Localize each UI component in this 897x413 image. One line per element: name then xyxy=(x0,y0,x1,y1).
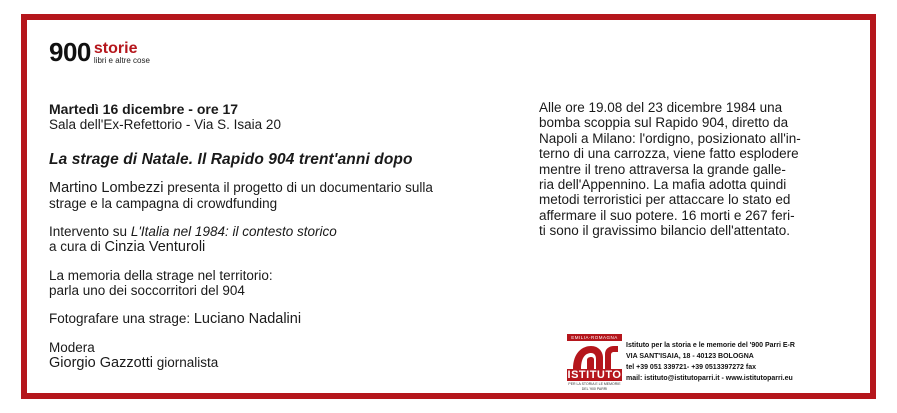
istituto-mark-icon xyxy=(569,342,620,370)
program-text: parla uno dei soccorritori del 904 xyxy=(49,283,245,298)
program-item-5 xyxy=(49,340,489,371)
logo-900storie xyxy=(49,39,150,65)
istituto-logo xyxy=(567,334,622,391)
moderator-label: Modera xyxy=(49,340,95,355)
invitation-card xyxy=(21,14,876,399)
event-details xyxy=(49,102,489,371)
logo-number: 900 xyxy=(49,37,91,67)
program-text: Intervento su xyxy=(49,224,131,239)
program-text: Fotografare una strage: xyxy=(49,311,194,326)
description-line: mentre il treno attraversa la grande galle- xyxy=(539,161,786,177)
description-line: metodi terroristici per attaccare lo stato ed xyxy=(539,192,791,208)
speaker-name: Martino Lombezzi xyxy=(49,180,164,196)
logo-word: storie xyxy=(93,40,138,57)
program-text: strage e la campagna di crowdfunding xyxy=(49,196,278,211)
logo-tagline: PER LA STORIA E LE MEMORIE DEL '900 PARRI xyxy=(568,382,621,391)
logo-subtitle: libri e altre cose xyxy=(93,56,150,65)
logo-band-text: EMILIA-ROMAGNA xyxy=(567,334,622,341)
description-line: Alle ore 19.08 del 23 dicembre 1984 una xyxy=(539,100,783,115)
institute-name: Istituto per la storia e le memorie del '900 Parri E-R xyxy=(626,342,795,349)
description-line: terno di una carrozza, viene fatto esplodere xyxy=(539,146,799,162)
description-line: affermare il suo potere. 16 morti e 267 feri- xyxy=(539,207,795,223)
speaker-name: Cinzia Venturoli xyxy=(104,239,206,255)
program-item-4 xyxy=(49,311,489,327)
moderator-role: giornalista xyxy=(152,355,219,370)
institute-mail-web: mail: istituto@istitutoparri.it - www.istitutoparri.eu xyxy=(626,375,793,382)
program-text: presenta il progetto di un documentario sulla xyxy=(163,180,433,195)
event-venue: Sala dell'Ex-Refettorio - Via S. Isaia 20 xyxy=(49,117,281,132)
description-line: ria dell'Appennino. La mafia adotta quindi xyxy=(539,177,787,193)
moderator-name: Giorgio Gazzotti xyxy=(49,355,153,371)
program-text: a cura di xyxy=(49,239,105,254)
logo-word-istituto: ISTITUTO xyxy=(567,369,622,381)
institute-contact xyxy=(626,340,795,384)
program-item-2 xyxy=(49,224,489,255)
institute-address: VIA SANT'ISAIA, 18 - 40123 BOLOGNA xyxy=(626,353,754,360)
logo-wordmark xyxy=(94,41,150,65)
event-title: La strage di Natale. Il Rapido 904 trent'anni dopo xyxy=(49,151,413,168)
event-date: Martedì 16 dicembre - ore 17 xyxy=(49,101,239,117)
talk-title: L'Italia nel 1984: il contesto storico xyxy=(130,224,337,239)
institute-block xyxy=(567,334,795,391)
institute-phone: tel +39 051 339721- +39 0513397272 fax xyxy=(626,364,757,371)
speaker-name: Luciano Nadalini xyxy=(193,311,302,327)
description-line: bomba scoppia sul Rapido 904, diretto da xyxy=(539,115,789,131)
event-description xyxy=(539,100,839,239)
program-item-3 xyxy=(49,268,489,298)
program-item-1 xyxy=(49,180,489,211)
description-line: ti sono il gravissimo bilancio dell'attentato. xyxy=(539,223,790,239)
program-text: La memoria della strage nel territorio: xyxy=(49,268,273,283)
description-line: Napoli a Milano: l'ordigno, posizionato all'in- xyxy=(539,130,801,146)
